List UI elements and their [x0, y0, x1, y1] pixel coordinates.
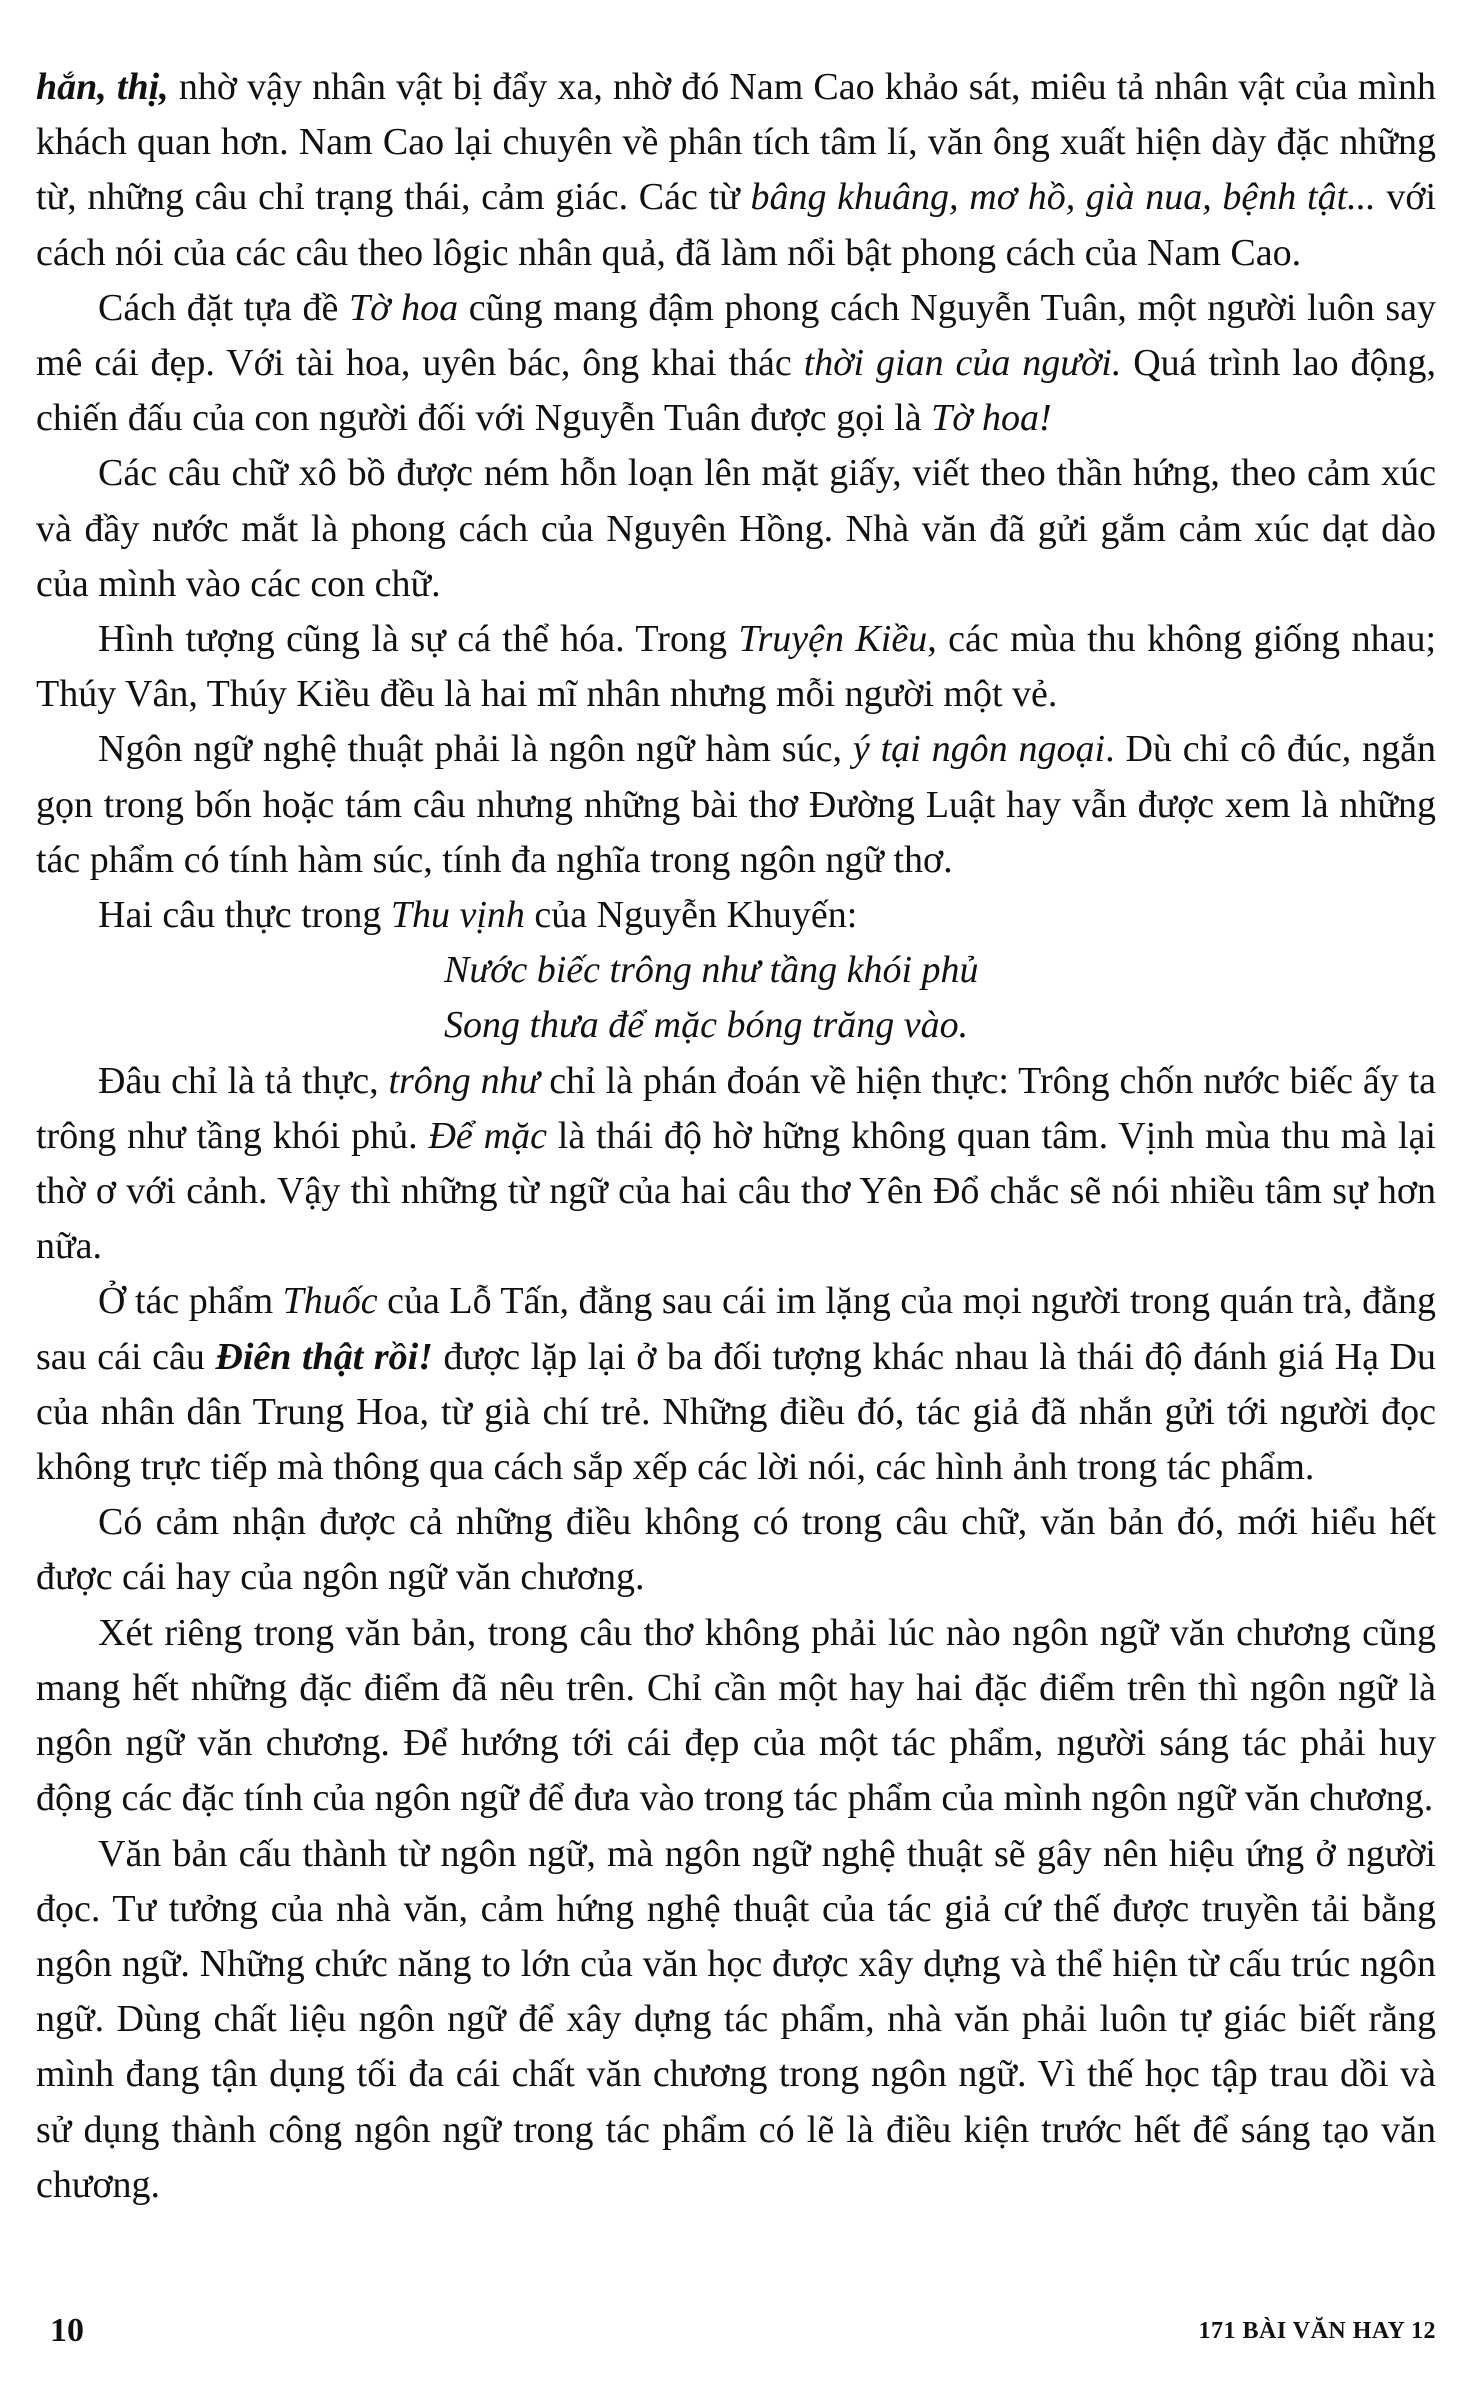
paragraph: [36, 722, 1436, 888]
emphasized-text: Tờ hoa: [349, 286, 459, 329]
emphasized-text: hắn, thị,: [36, 66, 169, 108]
text-run: Quá trình lao động, chiến đấu của con người đối với Nguyễn Tuân được gọi là: [36, 342, 1436, 440]
text-run: chỉ là phán đoán về hiện thực: Trông chốn nước biếc ấy ta trông như tầng khói phủ.: [36, 1059, 1437, 1157]
emphasized-text: Tờ hoa!: [931, 397, 1052, 440]
emphasized-text: Điên thật rồi!: [215, 1335, 433, 1378]
paragraph: [36, 446, 1436, 612]
paragraph: [36, 1274, 1436, 1495]
page-number: 10: [50, 2312, 84, 2349]
body-text-bottom: [36, 1054, 1436, 2213]
poem-quote: [36, 943, 1436, 1053]
text-run: Ngôn ngữ nghệ thuật phải là ngôn ngữ hàm súc,: [98, 728, 853, 771]
body-text-top: [36, 60, 1436, 943]
text-run: Đâu chỉ là tả thực,: [98, 1059, 389, 1102]
poem-line: Song thưa để mặc bóng trăng vào.: [444, 1004, 969, 1047]
text-run: được lặp lại ở ba đối tượng khác nhau là thái độ đánh giá Hạ Du của nhân dân Trung Hoa, từ già chí trẻ. Những điều đó, tác giả đã nhắn gửi tới người đọc không trực tiếp mà thông qua cách sắp xếp các lời nói, các hình ảnh trong tác phẩm.: [36, 1335, 1436, 1489]
text-run: Hình tượng cũng là sự cá thể hóa. Trong: [98, 618, 739, 661]
text-run: nhờ vậy nhân vật bị đẩy xa, nhờ đó Nam Cao khảo sát, miêu tả nhân vật của mình khách quan hơn. Nam Cao lại chuyên về phân tích tâm lí, văn ông xuất hiện dày đặc những từ, những câu chỉ trạng thái, cảm giác. Các từ: [36, 66, 1436, 219]
poem-line: Nước biếc trông như tầng khói phủ: [444, 949, 979, 992]
text-run: , các mùa thu không giống nhau; Thúy Vân, Thúy Kiều đều là hai mĩ nhân nhưng mỗi người một vẻ.: [36, 618, 1437, 716]
emphasized-text: ý tại ngôn ngoại: [852, 728, 1106, 771]
paragraph: [36, 1827, 1436, 2213]
emphasized-text: Thu vịnh: [390, 894, 525, 937]
emphasized-text: bâng khuâng, mơ hồ, già nua, bệnh tật...: [750, 176, 1376, 219]
paragraph: [36, 612, 1436, 722]
text-run: Hai câu thực trong: [98, 894, 391, 937]
text-run: cũng mang đậm phong cách Nguyễn Tuân, một người luôn say mê cái đẹp. Với tài hoa, uyên bác, ông khai thác: [36, 286, 1436, 385]
paragraph: [36, 60, 1436, 281]
text-run: của Lỗ Tấn, đằng sau cái im lặng của mọi người trong quán trà, đằng sau cái câu: [36, 1280, 1437, 1378]
paragraph: [36, 1606, 1436, 1827]
paragraph: [36, 1495, 1436, 1605]
page-footer: [50, 2312, 1436, 2352]
text-run: Các câu chữ xô bồ được ném hỗn loạn lên mặt giấy, viết theo thần hứng, theo cảm xúc và đầy nước mắt là phong cách của Nguyên Hồng. Nhà văn đã gửi gắm cảm xúc dạt dào của mình vào các con chữ.: [36, 452, 1436, 605]
paragraph: [36, 888, 1436, 943]
emphasized-text: thời gian của người.: [803, 342, 1122, 385]
emphasized-text: trông như: [388, 1059, 540, 1102]
emphasized-text: Để mặc: [428, 1114, 547, 1157]
book-title: 171 BÀI VĂN HAY 12: [1198, 2318, 1436, 2344]
text-run: Cách đặt tựa đề: [98, 286, 349, 329]
text-run: Có cảm nhận được cả những điều không có trong câu chữ, văn bản đó, mới hiểu hết được cái hay của ngôn ngữ văn chương.: [36, 1501, 1436, 1599]
emphasized-text: Thuốc: [282, 1280, 378, 1323]
emphasized-text: Truyện Kiều: [738, 618, 928, 661]
text-run: Văn bản cấu thành từ ngôn ngữ, mà ngôn ngữ nghệ thuật sẽ gây nên hiệu ứng ở người đọc. Tư tưởng của nhà văn, cảm hứng nghệ thuật của tác giả cứ thế được truyền tải bằng ngôn ngữ. Những chức năng to lớn của văn học được xây dựng và thể hiện từ cấu trúc ngôn ngữ. Dùng chất liệu ngôn ngữ để xây dựng tác phẩm, nhà văn phải luôn tự giác biết rằng mình đang tận dụng tối đa cái chất văn chương trong ngôn ngữ. Vì thế học tập trau dồi và sử dụng thành công ngôn ngữ trong tác phẩm có lẽ là điều kiện trước hết để sáng tạo văn chương.: [36, 1832, 1436, 2206]
text-run: là thái độ hờ hững không quan tâm. Vịnh mùa thu mà lại thờ ơ với cảnh. Vậy thì những từ ngữ của hai câu thơ Yên Đổ chắc sẽ nói nhiều tâm sự hơn nữa.: [36, 1114, 1436, 1268]
page-body: [36, 60, 1436, 2213]
text-run: Xét riêng trong văn bản, trong câu thơ không phải lúc nào ngôn ngữ văn chương cũng mang hết những đặc điểm đã nêu trên. Chỉ cần một hay hai đặc điểm trên thì ngôn ngữ là ngôn ngữ văn chương. Để hướng tới cái đẹp của một tác phẩm, người sáng tác phải huy động các đặc tính của ngôn ngữ để đưa vào trong tác phẩm của mình ngôn ngữ văn chương.: [36, 1611, 1436, 1820]
paragraph: [36, 281, 1436, 447]
paragraph: [36, 1054, 1436, 1275]
text-run: . Dù chỉ cô đúc, ngắn gọn trong bốn hoặc tám câu nhưng những bài thơ Đường Luật hay vẫn được xem là những tác phẩm có tính hàm súc, tính đa nghĩa trong ngôn ngữ thơ.: [36, 728, 1436, 881]
text-run: với cách nói của các câu theo lôgic nhân quả, đã làm nổi bật phong cách của Nam Cao.: [36, 176, 1436, 274]
text-run: của Nguyễn Khuyến:: [524, 894, 858, 937]
text-run: Ở tác phẩm: [98, 1280, 283, 1323]
